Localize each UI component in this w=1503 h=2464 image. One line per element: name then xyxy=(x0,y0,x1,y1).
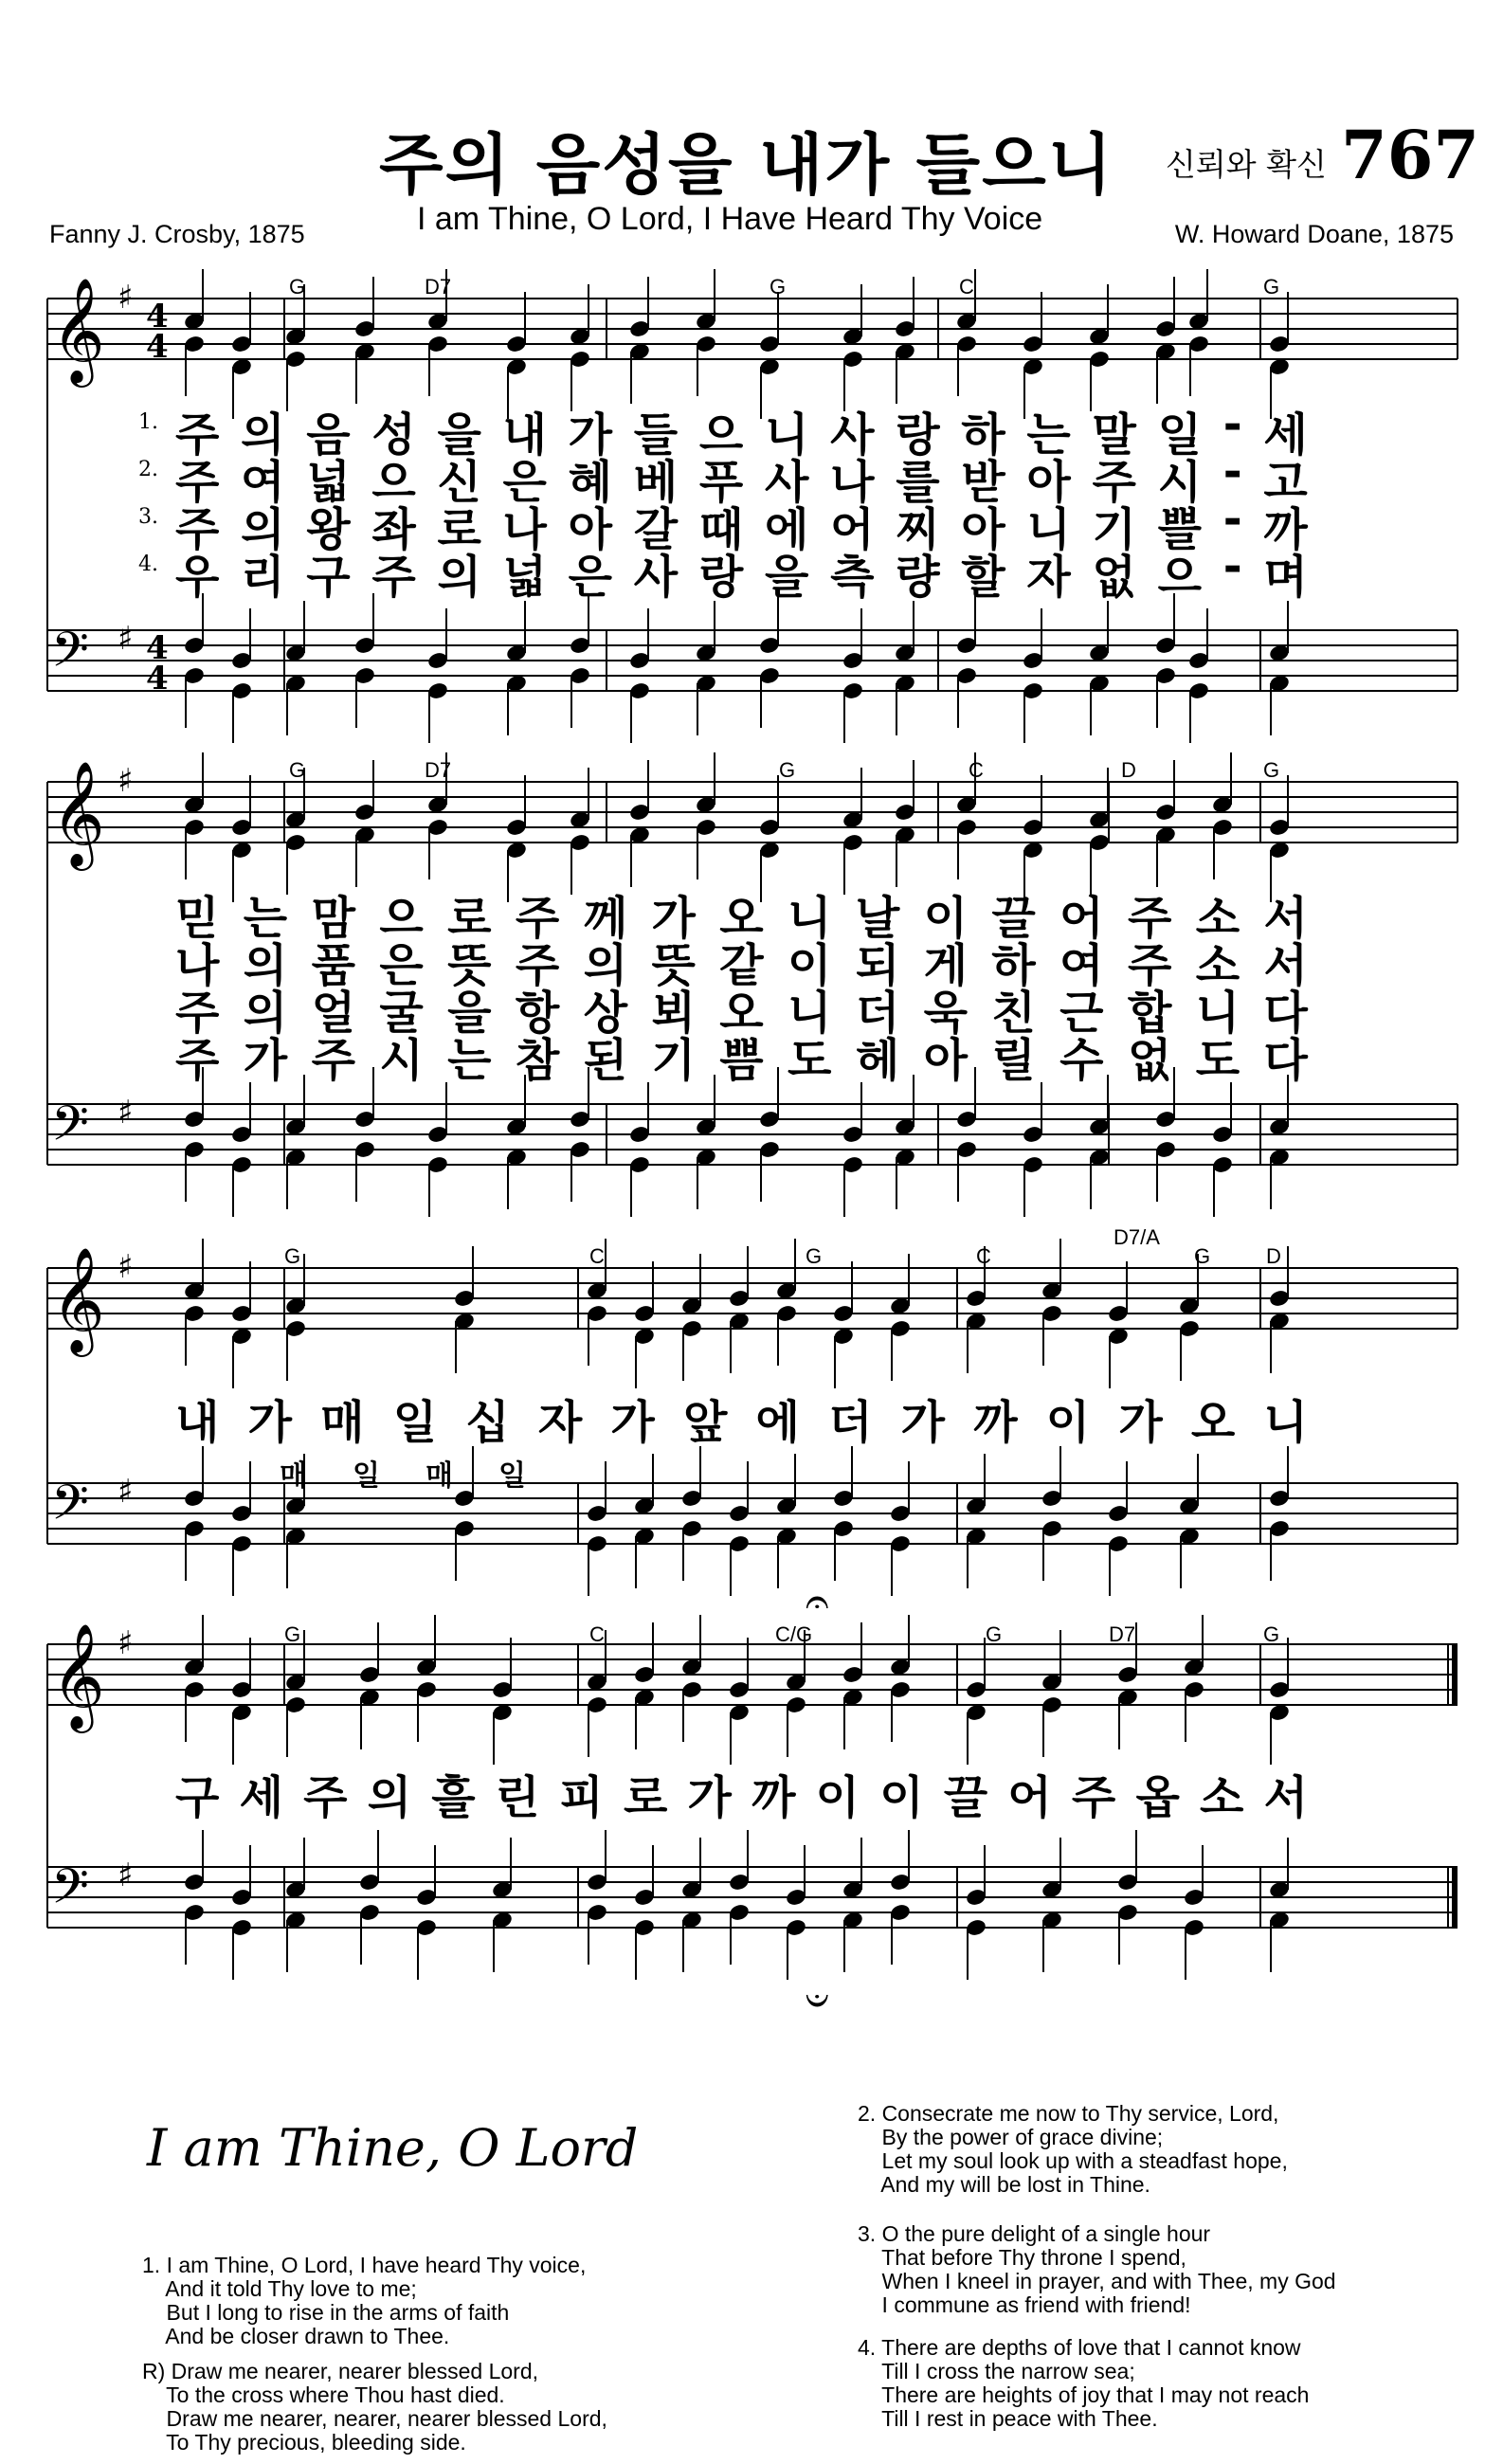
lyric-syllable: 끌 xyxy=(943,1771,988,1824)
lyric-syllable: 품 xyxy=(311,939,355,992)
lyric-syllable: 하 xyxy=(991,939,1036,992)
lyric-syllable: 랑 xyxy=(896,408,940,462)
lyric-syllable: 흘 xyxy=(431,1771,476,1824)
stanza-line: That before Thy throne I spend, xyxy=(858,2245,1186,2270)
chord-symbol: D xyxy=(1121,758,1136,782)
bass-clef-icon: 𝄢 xyxy=(51,621,89,690)
lyric-syllable: 까 xyxy=(752,1771,796,1824)
lyric-syllable: 얼 xyxy=(311,987,355,1040)
lyric-syllable: 사 xyxy=(764,456,809,509)
chord-symbol: G xyxy=(770,275,787,299)
lyric-syllable: 의 xyxy=(241,408,285,462)
stanza-line: By the power of grace divine; xyxy=(858,2125,1164,2149)
lyric-syllable: 으 xyxy=(371,456,416,509)
lyric-syllable: 로 xyxy=(623,1771,668,1824)
english-stanza-1 xyxy=(142,2254,586,2348)
fermata-icon: 𝄑 xyxy=(806,1976,829,2024)
lyric-syllable: 으 xyxy=(698,408,744,462)
lyric-syllable: 도 xyxy=(788,1034,832,1087)
chord-symbol: G xyxy=(1263,758,1280,782)
lyric-syllable: 주 xyxy=(303,1771,348,1824)
chord-symbol: D7 xyxy=(425,275,452,299)
lyric-syllable: 내 xyxy=(502,408,547,462)
bass-clef-icon: 𝄢 xyxy=(51,1857,89,1927)
lyric-syllable: 주 xyxy=(515,892,560,945)
lyric-syllable: 일 xyxy=(353,1459,380,1493)
lyric-syllable: 릴 xyxy=(991,1034,1036,1087)
lyric-syllable: 갈 xyxy=(633,503,679,556)
lyric-syllable: 오 xyxy=(1190,1396,1236,1449)
lyric-syllable: 주 xyxy=(175,456,220,509)
time-signature-icon: 4 xyxy=(146,328,169,366)
refrain-lyric-line xyxy=(175,1386,1308,1451)
lyric-syllable: 구 xyxy=(175,1771,220,1824)
lyric-syllable: 기 xyxy=(651,1034,696,1087)
hymn-title-english: I am Thine, O Lord, I Have Heard Thy Voice xyxy=(417,201,1043,237)
lyric-syllable: 은 xyxy=(502,456,547,509)
key-signature-sharp-icon: ♯ xyxy=(118,620,134,658)
lyric-syllable: 니 xyxy=(1026,503,1071,556)
bass-echo-lyric xyxy=(280,1452,526,1494)
lyric-syllable: 일 xyxy=(392,1396,438,1449)
final-barline xyxy=(1452,1644,1458,1705)
lyric-syllable: 굴 xyxy=(379,987,424,1040)
chord-symbol: D7 xyxy=(1109,1622,1136,1646)
lyric-syllable: 매 xyxy=(280,1459,307,1493)
lyric-syllable: 는 xyxy=(1026,408,1071,462)
lyric-syllable: 까 xyxy=(1263,503,1308,556)
lyric-syllable: 쁠 xyxy=(1157,503,1203,556)
lyric-syllable: 어 xyxy=(1059,892,1104,945)
chord-symbol: C xyxy=(969,758,984,782)
english-title: I am Thine, O Lord xyxy=(147,2118,639,2178)
lyric-syllable: 리 xyxy=(241,551,285,604)
chord-symbol: C xyxy=(959,275,974,299)
lyric-syllable: 소 xyxy=(1200,1771,1244,1824)
lyric-syllable: 의 xyxy=(243,987,288,1040)
stanza-line: And it told Thy love to me; xyxy=(142,2276,417,2301)
lyric-syllable: 측 xyxy=(830,551,875,604)
lyric-syllable: 가 xyxy=(247,1396,292,1449)
lyric-syllable: 매 xyxy=(320,1396,365,1449)
lyric-syllable: 사 xyxy=(633,551,679,604)
lyric-syllable: 되 xyxy=(855,939,900,992)
english-refrain xyxy=(142,2360,607,2455)
key-signature-sharp-icon: ♯ xyxy=(118,279,134,317)
chord-symbol: G xyxy=(779,758,796,782)
key-signature-sharp-icon: ♯ xyxy=(118,762,134,800)
english-stanza-3 xyxy=(858,2222,1336,2317)
lyric-syllable: 주 xyxy=(1127,939,1172,992)
time-signature-icon: 4 xyxy=(146,298,169,335)
lyric-syllable: 의 xyxy=(241,503,285,556)
key-signature-sharp-icon: ♯ xyxy=(118,1094,134,1132)
lyric-syllable: 나 xyxy=(830,456,875,509)
lyric-syllable: 가 xyxy=(243,1034,288,1087)
lyric-syllable: 어 xyxy=(1007,1771,1052,1824)
stanza-line: 2. Consecrate me now to Thy service, Lord, xyxy=(858,2101,1279,2126)
chord-symbol: D7/A xyxy=(1114,1225,1160,1249)
lyric-syllable: 받 xyxy=(961,456,1005,509)
chord-symbol: C xyxy=(589,1244,605,1268)
hymn-title-korean: 주의 음성을 내가 들으니 xyxy=(379,126,1114,204)
lyric-syllable: 게 xyxy=(923,939,968,992)
lyric-syllable: - xyxy=(1222,398,1242,451)
treble-clef-icon: 𝄞 xyxy=(51,760,105,866)
lyric-syllable: - xyxy=(1222,445,1242,498)
key-signature-sharp-icon: ♯ xyxy=(118,1624,134,1662)
lyric-syllable: 이 xyxy=(815,1771,860,1824)
lyric-syllable: 서 xyxy=(1263,939,1308,992)
lyric-syllable: 말 xyxy=(1092,408,1136,462)
lyric-syllable: 할 xyxy=(961,551,1005,604)
lyric-syllable: 없 xyxy=(1092,551,1136,604)
lyric-syllable: 나 xyxy=(175,939,220,992)
lyric-syllable: 뜻 xyxy=(651,939,696,992)
lyric-syllable: 쁨 xyxy=(719,1034,764,1087)
stanza-line: I commune as friend with friend! xyxy=(858,2292,1191,2317)
lyric-syllable: 린 xyxy=(495,1771,540,1824)
chord-symbol: G xyxy=(289,275,306,299)
lyric-syllable: 좌 xyxy=(371,503,416,556)
lyric-syllable: 주 xyxy=(1092,456,1136,509)
lyric-syllable: 더 xyxy=(855,987,900,1040)
chord-symbol: D7 xyxy=(425,758,452,782)
key-signature-sharp-icon: ♯ xyxy=(118,1857,134,1894)
english-stanza-2 xyxy=(858,2102,1288,2197)
lyric-syllable: 넓 xyxy=(306,456,351,509)
lyric-syllable: 주 xyxy=(175,1034,220,1087)
lyric-syllable: 아 xyxy=(568,503,613,556)
chord-symbol: G xyxy=(1263,1622,1280,1646)
lyric-syllable: 랑 xyxy=(698,551,744,604)
lyric-syllable: 을 xyxy=(437,408,481,462)
lyric-syllable: 이 xyxy=(879,1771,924,1824)
time-signature-icon: 4 xyxy=(146,660,169,698)
bass-clef-icon: 𝄢 xyxy=(51,1095,89,1164)
lyric-syllable: 자 xyxy=(537,1396,583,1449)
lyric-syllable: 니 xyxy=(1195,987,1240,1040)
lyric-line-verse-4 xyxy=(175,1024,1308,1089)
lyric-syllable: 넓 xyxy=(502,551,547,604)
lyric-syllable: 피 xyxy=(559,1771,604,1824)
lyric-syllable: 자 xyxy=(1026,551,1071,604)
lyric-syllable: 없 xyxy=(1127,1034,1172,1087)
lyric-syllable: 가 xyxy=(1118,1396,1163,1449)
lyric-syllable: 소 xyxy=(1195,939,1240,992)
lyric-syllable: 주 xyxy=(175,987,220,1040)
stanza-line: 4. There are depths of love that I cannot know xyxy=(858,2335,1301,2360)
lyric-syllable: 까 xyxy=(973,1396,1018,1449)
lyric-syllable: 가 xyxy=(568,408,613,462)
lyric-syllable: 욱 xyxy=(923,987,968,1040)
lyric-syllable: 참 xyxy=(515,1034,560,1087)
lyric-syllable: 을 xyxy=(447,987,492,1040)
treble-clef-icon: 𝄞 xyxy=(51,1246,105,1352)
lyric-syllable: 시 xyxy=(1157,456,1203,509)
lyric-syllable: 십 xyxy=(465,1396,510,1449)
lyric-syllable: 친 xyxy=(991,987,1036,1040)
verse-number: 4. xyxy=(138,553,158,576)
lyric-syllable: 항 xyxy=(515,987,560,1040)
stanza-line: Till I cross the narrow sea; xyxy=(858,2359,1135,2383)
lyric-syllable: 아 xyxy=(961,503,1005,556)
lyric-syllable: 주 xyxy=(515,939,560,992)
lyric-syllable: 상 xyxy=(583,987,628,1040)
lyric-syllable: 때 xyxy=(698,503,744,556)
lyric-syllable: 시 xyxy=(379,1034,424,1087)
chord-symbol: G xyxy=(284,1622,301,1646)
lyric-syllable: 음 xyxy=(306,408,351,462)
stanza-line: Let my soul look up with a steadfast hope, xyxy=(858,2148,1288,2173)
lyric-syllable: 주 xyxy=(371,551,416,604)
lyric-syllable: 의 xyxy=(367,1771,412,1824)
lyric-syllable: 수 xyxy=(1059,1034,1104,1087)
stanza-line: 1. I am Thine, O Lord, I have heard Thy voice, xyxy=(142,2253,587,2277)
lyric-syllable: 찌 xyxy=(896,503,940,556)
lyric-syllable: 에 xyxy=(764,503,809,556)
stanza-line: To the cross where Thou hast died. xyxy=(142,2382,505,2407)
lyric-syllable: 로 xyxy=(447,892,492,945)
lyric-syllable: 서 xyxy=(1263,892,1308,945)
lyric-syllable: 근 xyxy=(1059,987,1104,1040)
chord-symbol: C xyxy=(589,1622,605,1646)
chord-symbol: G xyxy=(289,758,306,782)
lyric-syllable: 나 xyxy=(502,503,547,556)
lyric-syllable: 고 xyxy=(1263,456,1308,509)
chord-symbol: G xyxy=(986,1622,1003,1646)
verse-number: 1. xyxy=(138,410,158,434)
lyric-syllable: 내 xyxy=(175,1396,220,1449)
lyric-syllable: - xyxy=(1222,493,1242,546)
hymn-category: 신뢰와 확신 xyxy=(1166,146,1327,183)
time-signature-icon: 4 xyxy=(146,629,169,667)
lyric-syllable: 뵈 xyxy=(651,987,696,1040)
lyric-syllable: 이 xyxy=(923,892,968,945)
english-stanza-4 xyxy=(858,2336,1309,2431)
lyric-syllable: 더 xyxy=(828,1396,873,1449)
lyric-syllable: 는 xyxy=(447,1034,492,1087)
lyric-syllable: 푸 xyxy=(698,456,744,509)
composer: W. Howard Doane, 1875 xyxy=(1174,220,1454,248)
lyric-line-verse-4 xyxy=(175,540,1308,606)
lyric-syllable: 같 xyxy=(719,939,764,992)
fermata-icon: 𝄐 xyxy=(806,1578,829,1626)
lyric-syllable: 의 xyxy=(437,551,481,604)
chord-symbol: G xyxy=(1263,275,1280,299)
lyric-syllable: 날 xyxy=(855,892,900,945)
lyric-syllable: 베 xyxy=(633,456,679,509)
lyric-syllable: 아 xyxy=(1026,456,1071,509)
lyric-syllable: 일 xyxy=(498,1459,526,1493)
lyric-syllable: 주 xyxy=(175,408,220,462)
lyric-syllable: 니 xyxy=(788,892,832,945)
lyric-syllable: 주 xyxy=(311,1034,355,1087)
lyric-syllable: 는 xyxy=(243,892,288,945)
chord-symbol: D xyxy=(1266,1244,1281,1268)
lyric-syllable: 가 xyxy=(610,1396,655,1449)
lyric-syllable: 를 xyxy=(896,456,940,509)
lyric-syllable: 은 xyxy=(568,551,613,604)
lyric-syllable: 의 xyxy=(583,939,628,992)
lyric-syllable: 신 xyxy=(437,456,481,509)
stanza-line: R) Draw me nearer, nearer blessed Lord, xyxy=(142,2359,539,2383)
lyric-syllable: 소 xyxy=(1195,892,1240,945)
lyric-syllable: 을 xyxy=(764,551,809,604)
lyric-syllable: 이 xyxy=(1045,1396,1091,1449)
lyric-syllable: 앞 xyxy=(682,1396,728,1449)
final-barline xyxy=(1452,1867,1458,1928)
lyric-syllable: 에 xyxy=(755,1396,800,1449)
chord-symbol: G xyxy=(1194,1244,1211,1268)
lyricist: Fanny J. Crosby, 1875 xyxy=(49,220,305,248)
treble-clef-icon: 𝄞 xyxy=(51,1622,105,1729)
lyric-syllable: 다 xyxy=(1263,987,1308,1040)
lyric-syllable: 믿 xyxy=(175,892,220,945)
stanza-line: Draw me nearer, nearer, nearer blessed Lord, xyxy=(142,2406,607,2431)
lyric-syllable: 니 xyxy=(788,987,832,1040)
chord-symbol: C/G xyxy=(775,1622,813,1646)
lyric-syllable: 구 xyxy=(306,551,351,604)
lyric-syllable: 도 xyxy=(1195,1034,1240,1087)
lyric-syllable: 주 xyxy=(1071,1771,1116,1824)
stanza-line: And be closer drawn to Thee. xyxy=(142,2324,450,2348)
hymn-number: 767 xyxy=(1341,116,1480,194)
lyric-syllable: 가 xyxy=(900,1396,945,1449)
lyric-syllable: 혜 xyxy=(568,456,613,509)
lyric-syllable: 된 xyxy=(583,1034,628,1087)
stanza-line: But I long to rise in the arms of faith xyxy=(142,2300,510,2325)
lyric-syllable: 이 xyxy=(788,939,832,992)
lyric-syllable: 서 xyxy=(1263,1771,1308,1824)
chord-symbol: G xyxy=(284,1244,301,1268)
lyric-syllable: 뜻 xyxy=(447,939,492,992)
lyric-syllable: 아 xyxy=(923,1034,968,1087)
key-signature-sharp-icon: ♯ xyxy=(118,1473,134,1511)
lyric-syllable: 오 xyxy=(719,987,764,1040)
lyric-syllable: 주 xyxy=(1127,892,1172,945)
stanza-line: To Thy precious, bleeding side. xyxy=(142,2430,466,2455)
lyric-syllable: 세 xyxy=(1263,408,1308,462)
lyric-syllable: 로 xyxy=(437,503,481,556)
lyric-syllable: 의 xyxy=(243,939,288,992)
lyric-syllable: 성 xyxy=(371,408,416,462)
lyric-syllable: 다 xyxy=(1263,1034,1308,1087)
lyric-syllable: 가 xyxy=(687,1771,732,1824)
stanza-line: There are heights of joy that I may not reach xyxy=(858,2382,1310,2407)
lyric-syllable: 으 xyxy=(379,892,424,945)
lyric-syllable: 니 xyxy=(764,408,809,462)
lyric-syllable: 세 xyxy=(239,1771,283,1824)
lyric-syllable: 며 xyxy=(1263,551,1308,604)
chord-symbol: C xyxy=(976,1244,991,1268)
lyric-syllable: 가 xyxy=(651,892,696,945)
lyric-syllable: 니 xyxy=(1263,1396,1308,1449)
verse-number: 2. xyxy=(138,458,158,481)
lyric-syllable: 매 xyxy=(426,1459,453,1493)
stanza-line: When I kneel in prayer, and with Thee, my God xyxy=(858,2269,1336,2293)
lyric-syllable: 여 xyxy=(241,456,285,509)
lyric-syllable: 주 xyxy=(175,503,220,556)
lyric-syllable: 으 xyxy=(1157,551,1203,604)
stanza-line: Till I rest in peace with Thee. xyxy=(858,2406,1158,2431)
lyric-syllable: 은 xyxy=(379,939,424,992)
key-signature-sharp-icon: ♯ xyxy=(118,1248,134,1286)
lyric-syllable: 일 xyxy=(1157,408,1203,462)
lyric-syllable: 께 xyxy=(583,892,628,945)
lyric-syllable: 끌 xyxy=(991,892,1036,945)
treble-clef-icon: 𝄞 xyxy=(51,277,105,383)
chord-symbol: G xyxy=(806,1244,823,1268)
lyric-syllable: 우 xyxy=(175,551,220,604)
stanza-line: And my will be lost in Thine. xyxy=(858,2172,1150,2197)
lyric-syllable: 기 xyxy=(1092,503,1136,556)
lyric-syllable: 합 xyxy=(1127,987,1172,1040)
lyric-syllable: 사 xyxy=(830,408,875,462)
lyric-syllable: 옵 xyxy=(1135,1771,1180,1824)
refrain-lyric-line xyxy=(175,1761,1308,1826)
lyric-syllable: 맘 xyxy=(311,892,355,945)
lyric-syllable: 들 xyxy=(633,408,679,462)
lyric-syllable: 어 xyxy=(830,503,875,556)
lyric-syllable: 량 xyxy=(896,551,940,604)
lyric-syllable: - xyxy=(1222,540,1242,593)
bass-clef-icon: 𝄢 xyxy=(51,1474,89,1543)
lyric-syllable: 하 xyxy=(961,408,1005,462)
verse-number: 3. xyxy=(138,505,158,529)
lyric-syllable: 헤 xyxy=(855,1034,900,1087)
lyric-syllable: 오 xyxy=(719,892,764,945)
lyric-syllable: 왕 xyxy=(306,503,351,556)
lyric-syllable: 여 xyxy=(1059,939,1104,992)
stanza-line: 3. O the pure delight of a single hour xyxy=(858,2221,1211,2246)
